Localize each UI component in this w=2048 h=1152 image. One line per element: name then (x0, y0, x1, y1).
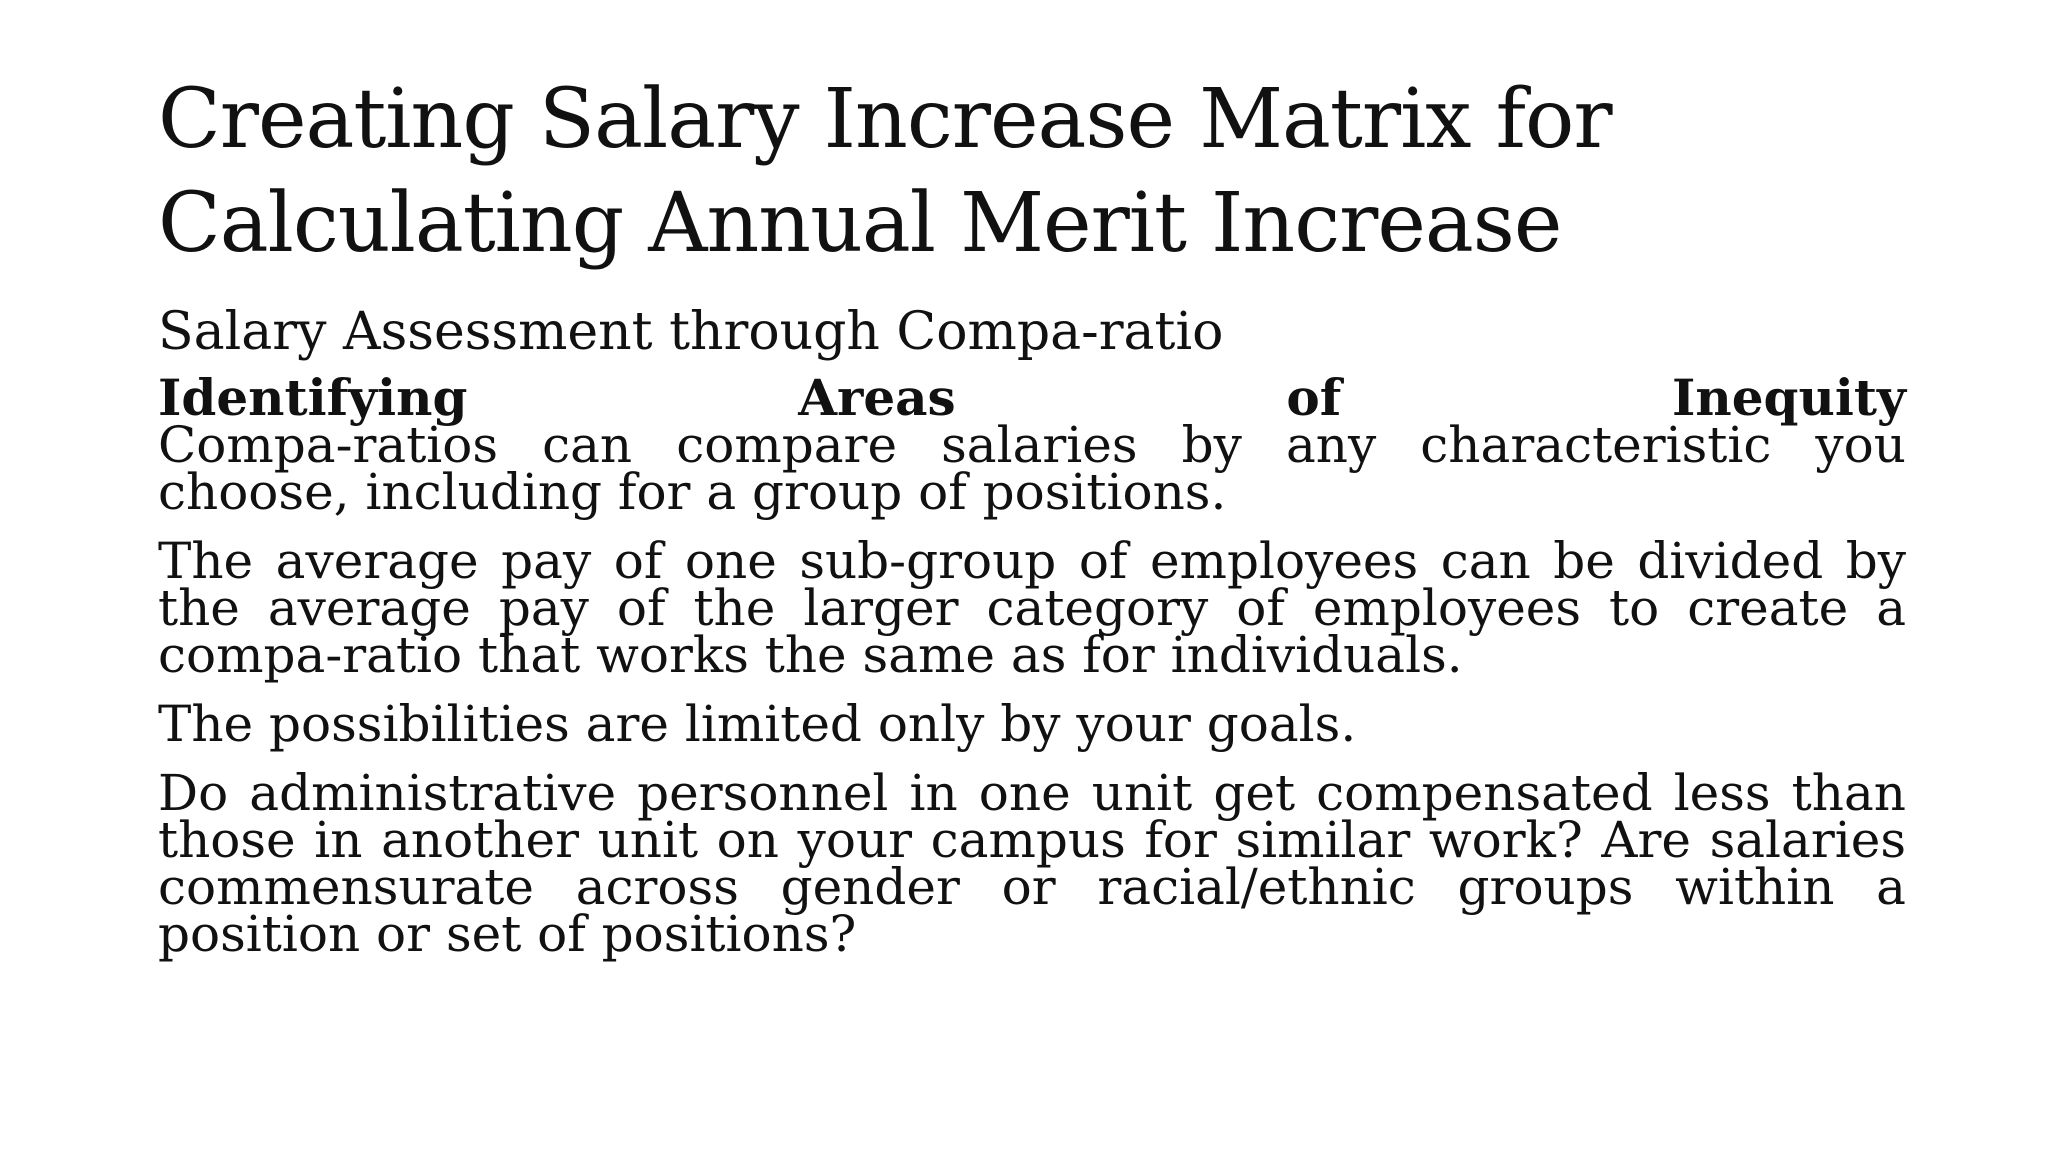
body-paragraph-3: The possibilities are limited only by your goals. (158, 695, 1357, 753)
body-paragraph-1: Compa-ratios can compare salaries by any characteristic you choose, including for a group of positions. (158, 416, 1906, 521)
slide-title-line-2: Calculating Annual Merit Increase (158, 176, 1562, 271)
section-subtitle: Salary Assessment through Compa-ratio (158, 302, 1224, 362)
heading-word: Areas (798, 368, 956, 427)
section-heading (158, 368, 1906, 427)
heading-word: of (1286, 368, 1342, 427)
slide-title-line-1: Creating Salary Increase Matrix for (158, 72, 1612, 167)
slide-body (158, 300, 1906, 963)
heading-word: Identifying (158, 368, 468, 427)
slide-title (158, 68, 1908, 276)
body-paragraph-4: Do administrative personnel in one unit get compensated less than those in another unit on your campus for similar work? Are salaries commensurate across gender or racial/ethnic groups within a position or set of positions? (158, 764, 1906, 963)
heading-word: Inequity (1671, 368, 1906, 427)
body-paragraph-2: The average pay of one sub-group of employees can be divided by the average pay of the larger category of employees to create a compa-ratio that works the same as for individuals. (158, 532, 1906, 684)
